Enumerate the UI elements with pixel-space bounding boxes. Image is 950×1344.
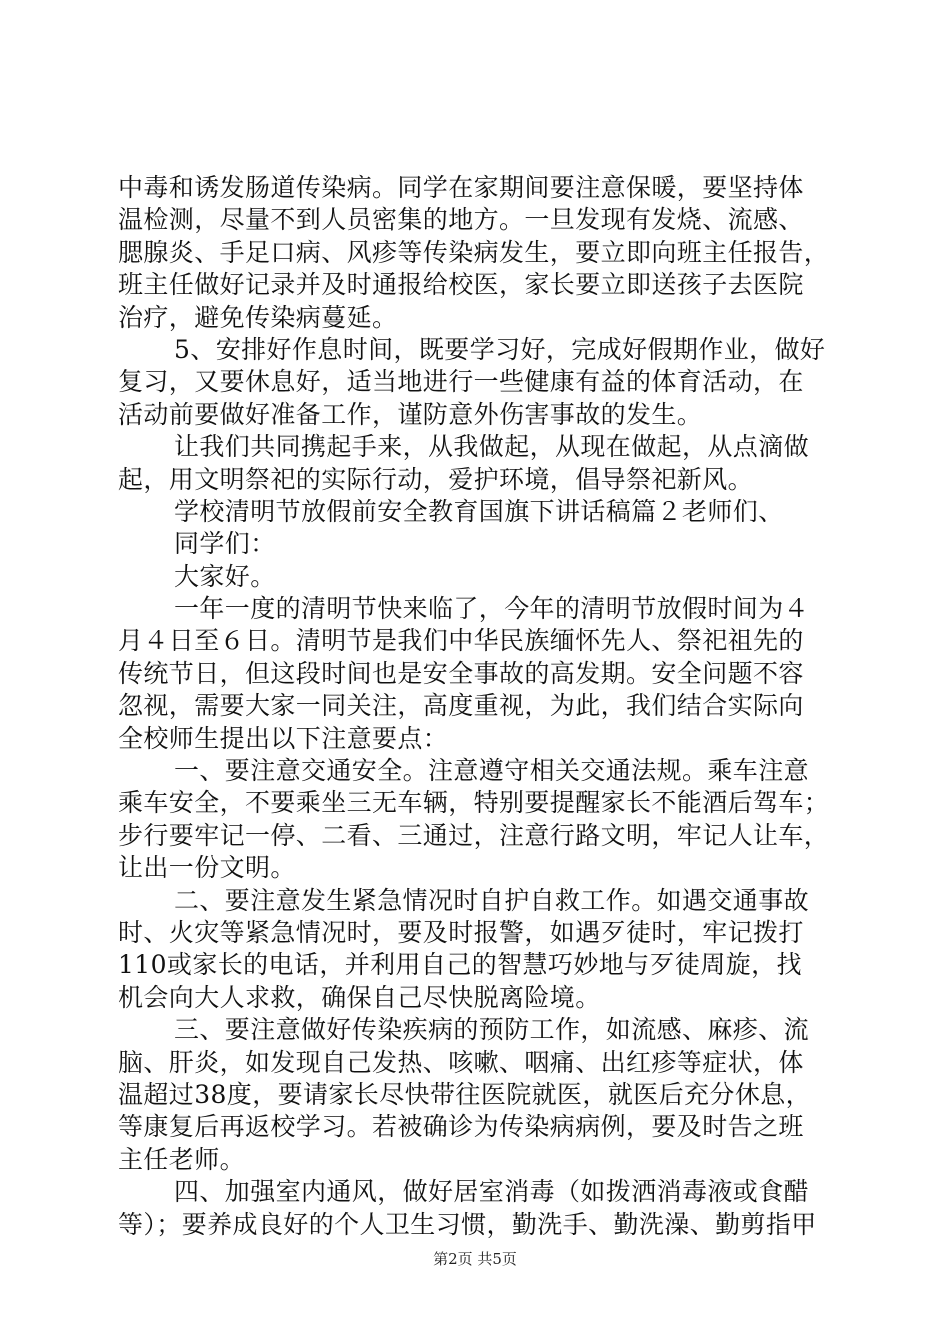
text-line: 腮腺炎、手足口病、风疹等传染病发生，要立即向班主任报告，	[118, 237, 830, 267]
text-line: 温超过38度，要请家长尽快带往医院就医，就医后充分休息，	[118, 1079, 812, 1109]
text-line: 三、要注意做好传染疾病的预防工作，如流感、麻疹、流	[174, 1015, 810, 1045]
text-line: 复习，又要休息好，适当地进行一些健康有益的体育活动，在	[118, 367, 804, 397]
text-line: 忽视，需要大家一同关注，高度重视，为此，我们结合实际向	[118, 691, 804, 721]
document-body	[118, 172, 838, 1241]
text-line: 月４日至６日。清明节是我们中华民族缅怀先人、祭祀祖先的	[118, 626, 804, 656]
text-line: 四、加强室内通风，做好居室消毒（如拨洒消毒液或食醋	[174, 1177, 810, 1207]
text-line: 中毒和诱发肠道传染病。同学在家期间要注意保暖，要坚持体	[118, 173, 804, 202]
text-line: 大家好。	[174, 561, 276, 591]
text-line: 等）；要养成良好的个人卫生习惯，勤洗手、勤洗澡、勤剪指甲	[118, 1209, 817, 1239]
text-line: 110或家长的电话，并利用自己的智慧巧妙地与歹徒周旋，找	[118, 950, 802, 980]
text-line: 治疗，避免传染病蔓延。	[118, 302, 398, 332]
text-line: 5、安排好作息时间，既要学习好，完成好假期作业，做好	[174, 334, 826, 364]
text-line: 脑、肝炎，如发现自己发热、咳嗽、咽痛、出红疹等症状，体	[118, 1047, 804, 1077]
text-line: 时、火灾等紧急情况时，要及时报警，如遇歹徒时，牢记拨打	[118, 917, 804, 947]
text-line: 等康复后再返校学习。若被确诊为传染病病例，要及时告之班	[118, 1112, 804, 1142]
text-line: 起，用文明祭祀的实际行动，爱护环境，倡导祭祀新风。	[118, 464, 754, 494]
text-line: 传统节日，但这段时间也是安全事故的高发期。安全问题不容	[118, 658, 804, 688]
text-line: 乘车安全，不要乘坐三无车辆，特别要提醒家长不能酒后驾车；	[118, 788, 830, 818]
text-line: 主任老师。	[118, 1144, 246, 1174]
text-line: 活动前要做好准备工作，谨防意外伤害事故的发生。	[118, 399, 703, 429]
text-line: 一年一度的清明节快来临了，今年的清明节放假时间为４	[174, 594, 810, 624]
text-line: 让出一份文明。	[118, 853, 296, 883]
text-line: 同学们：	[174, 529, 276, 559]
page-number-footer: 第2页 共5页	[433, 1250, 517, 1268]
text-line: 学校清明节放假前安全教育国旗下讲话稿篇２老师们、	[174, 496, 784, 526]
text-line: 班主任做好记录并及时通报给校医，家长要立即送孩子去医院	[118, 270, 804, 300]
text-line: 全校师生提出以下注意要点：	[118, 723, 449, 753]
text-line: 机会向大人求救，确保自己尽快脱离险境。	[118, 982, 601, 1012]
text-line: 二、要注意发生紧急情况时自护自救工作。如遇交通事故	[174, 885, 810, 915]
text-line: 让我们共同携起手来，从我做起，从现在做起，从点滴做	[174, 432, 810, 462]
text-line: 步行要牢记一停、二看、三通过，注意行路文明，牢记人让车，	[118, 820, 830, 850]
text-line: 温检测，尽量不到人员密集的地方。一旦发现有发烧、流感、	[118, 205, 804, 235]
text-line: 一、要注意交通安全。注意遵守相关交通法规。乘车注意	[174, 756, 810, 786]
